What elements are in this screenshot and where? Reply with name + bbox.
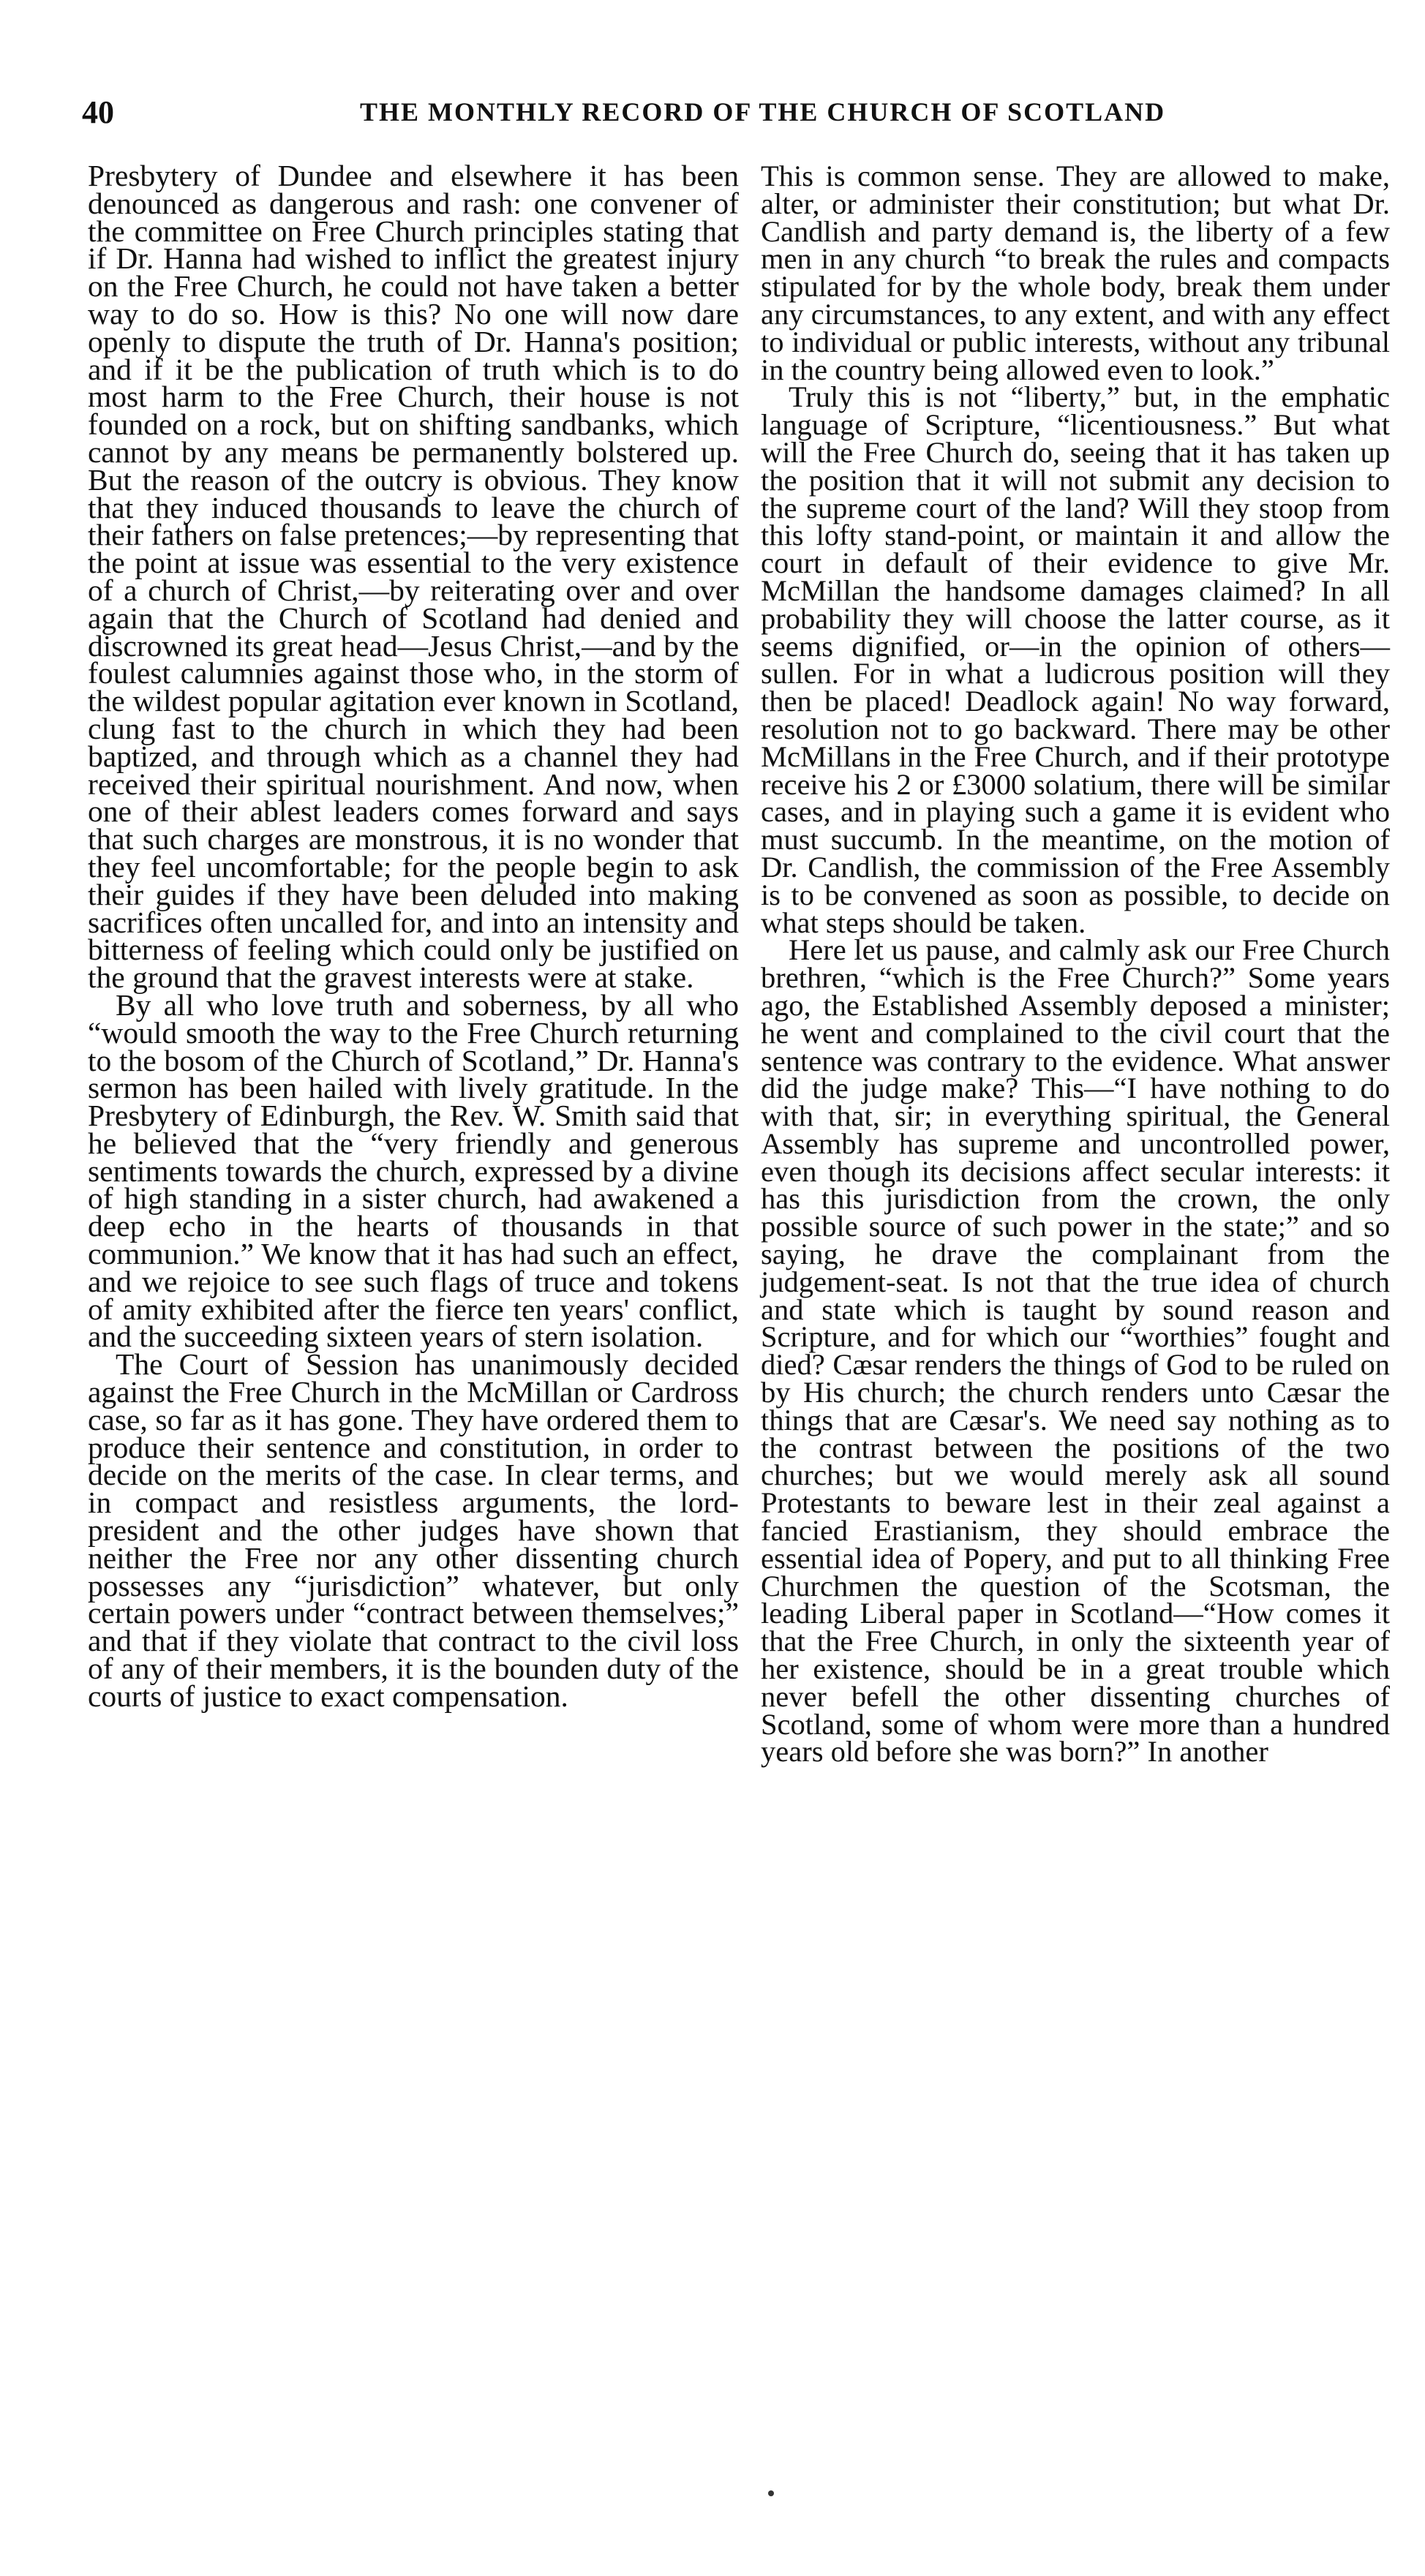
right-paragraph-2: Truly this is not “liberty,” but, in the emphatic language of Scripture, “licentiousness.” But what will the Free Church do, seeing that it has taken up the position that it will not submit any decision to the supreme court of the land? Will they stoop from this lofty stand-point, or maintain it and allow the court in default of their evidence to give Mr. McMillan the handsome damages claimed? In all probability they will choose the latter course, as it seems dignified, or—in the opinion of others—sullen. For in what a ludicrous position will they then be placed! Deadlock again! No way forward, resolution not to go backward. There may be other McMillans in the Free Church, and if their prototype receive his 2 or £3000 solatium, there will be similar cases, and in playing such a game it is evident who must succumb. In the meantime, on the motion of Dr. Candlish, the commission of the Free Assembly is to be convened as soon as possible, to decide on what steps should be taken. xyxy=(761,380,1390,939)
right-paragraph-1: This is common sense. They are allowed to make, alter, or administer their constitution; but what Dr. Candlish and party demand is, the liberty of a few men in any church “to break the rules and compacts stipulated for by the whole body, break them under any circumstances, to any extent, and with any effect to individual or public interests, without any tribunal in the country being allowed even to look.” xyxy=(761,159,1390,386)
print-speck xyxy=(768,2490,774,2496)
right-column xyxy=(761,159,1390,1769)
page-header xyxy=(82,94,1194,138)
right-paragraph-3: Here let us pause, and calmly ask our Free Church brethren, “which is the Free Church?” Some years ago, the Established Assembly deposed a minister; he went and complained to the civil court that the sentence was contrary to the evidence. What answer did the judge make? This—“I have nothing to do with that, sir; in everything spiritual, the General Assembly has supreme and uncontrolled power, even though its decisions affect secular interests: it has this jurisdiction from the crown, the only possible source of such power in the state;” and so saying, he drave the complainant from the judgement-seat. Is not that the true idea of church and state which is taught by sound reason and Scripture, and for which our “worthies” fought and died? Cæsar renders the things of God to be ruled on by His church; the church renders unto Cæsar the things that are Cæsar's. We need say nothing as to the contrast between the positions of the two churches; but we would merely ask all sound Protestants to beware lest in their zeal against a fancied Erastianism, they should embrace the essential idea of Popery, and put to all thinking Free Churchmen the question of the Scotsman, the leading Liberal paper in Scotland—“How comes it that the Free Church, in only the sixteenth year of her existence, should be in a great trouble which never befell the other dissenting churches of Scotland, some of whom were more than a hundred years old before she was born?” In another xyxy=(761,933,1390,1769)
left-paragraph-2: By all who love truth and soberness, by all who “would smooth the way to the Free Church returning to the bosom of the Church of Scotland,” Dr. Hanna's sermon has been hailed with lively gratitude. In the Presbytery of Edinburgh, the Rev. W. Smith said that he believed that the “very friendly and generous sentiments towards the church, expressed by a divine of high standing in a sister church, had awakened a deep echo in the hearts of thousands in that communion.” We know that it has had such an effect, and we rejoice to see such flags of truce and tokens of amity exhibited after the fierce ten years' conflict, and the succeeding sixteen years of stern isolation. xyxy=(88,987,739,1354)
running-head: THE MONTHLY RECORD OF THE CHURCH OF SCOTLAND xyxy=(360,97,1166,127)
page-number: 40 xyxy=(82,94,114,130)
left-paragraph-3: The Court of Session has unanimously decided against the Free Church in the McMillan or Cardross case, so far as it has gone. They have ordered them to produce their sentence and constitution, in order to decide on the merits of the case. In clear terms, and in compact and resistless arguments, the lord-president and the other judges have shown that neither the Free nor any other dissenting church possesses any “jurisdiction” whatever, but only certain powers under “contract between themselves;” and that if they violate that contract to the civil loss of any of their members, it is the bounden duty of the courts of justice to exact compensation. xyxy=(88,1347,739,1713)
left-column xyxy=(88,159,739,1713)
left-paragraph-1: Presbytery of Dundee and elsewhere it has been denounced as dangerous and rash: one convener of the committee on Free Church principles stating that if Dr. Hanna had wished to inflict the greatest injury on the Free Church, he could not have taken a better way to do so. How is this? No one will now dare openly to dispute the truth of Dr. Hanna's position; and if it be the publication of truth which is to do most harm to the Free Church, their house is not founded on a rock, but on shifting sandbanks, which cannot by any means be permanently bolstered up. But the reason of the outcry is obvious. They know that they induced thousands to leave the church of their fathers on false pretences;—by representing that the point at issue was essential to the very existence of a church of Christ,—by reiterating over and over again that the Church of Scotland had denied and discrowned its great head—Jesus Christ,—and by the foulest calumnies against those who, in the storm of the wildest popular agitation ever known in Scotland, clung fast to the church in which they had been baptized, and through which as a channel they had received their spiritual nourishment. And now, when one of their ablest leaders comes forward and says that such charges are monstrous, it is no wonder that they feel uncomfortable; for the people begin to ask their guides if they have been deluded into making sacrifices often uncalled for, and into an intensity and bitterness of feeling which could only be justified on the ground that the gravest interests were at stake. xyxy=(88,159,739,995)
